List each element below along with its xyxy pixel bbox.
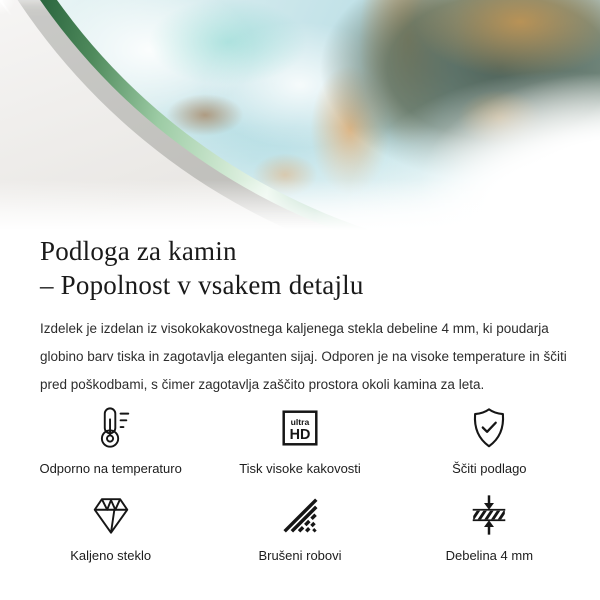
thermometer-icon: [88, 405, 134, 451]
feature-label: Odporno na temperaturo: [39, 461, 182, 476]
shield-check-icon: [466, 405, 512, 451]
feature-polished-edges: [205, 492, 394, 563]
feature-label: Kaljeno steklo: [70, 548, 152, 563]
page-title: [40, 234, 572, 302]
product-image: [0, 0, 600, 230]
feature-thickness: [395, 492, 584, 563]
ultra-hd-icon: [277, 405, 323, 451]
feature-label: Ščiti podlago: [452, 461, 527, 476]
features-grid: [0, 405, 600, 563]
thickness-icon: [466, 492, 512, 538]
feature-label: Tisk visoke kakovosti: [239, 461, 361, 476]
product-description: Izdelek je izdelan iz visokokakovostnega kaljenega stekla debeline 4 mm, ki poudarja globino barv tiska in zagotavlja eleganten sijaj. Odporen je na visoke temperature in ščiti pred poškodbami, s čimer zagotavlja zaščito prostora okoli kamina za leta.: [40, 321, 567, 392]
title-line-1: Podloga za kamin: [40, 236, 237, 266]
hd-label: HD: [289, 427, 311, 444]
ultra-label: ultra: [290, 417, 310, 428]
feature-label: Debelina 4 mm: [445, 548, 534, 563]
diamond-icon: [88, 492, 134, 538]
feature-temperature: [16, 405, 205, 476]
product-details: [0, 230, 600, 563]
feature-tempered-glass: [16, 492, 205, 563]
feature-print-quality: [205, 405, 394, 476]
feature-label: Brušeni robovi: [258, 548, 342, 563]
title-line-2: – Popolnost v vsakem detajlu: [40, 270, 364, 300]
beveled-edges-icon: [277, 492, 323, 538]
hero-fade: [0, 0, 600, 230]
feature-protection: [395, 405, 584, 476]
